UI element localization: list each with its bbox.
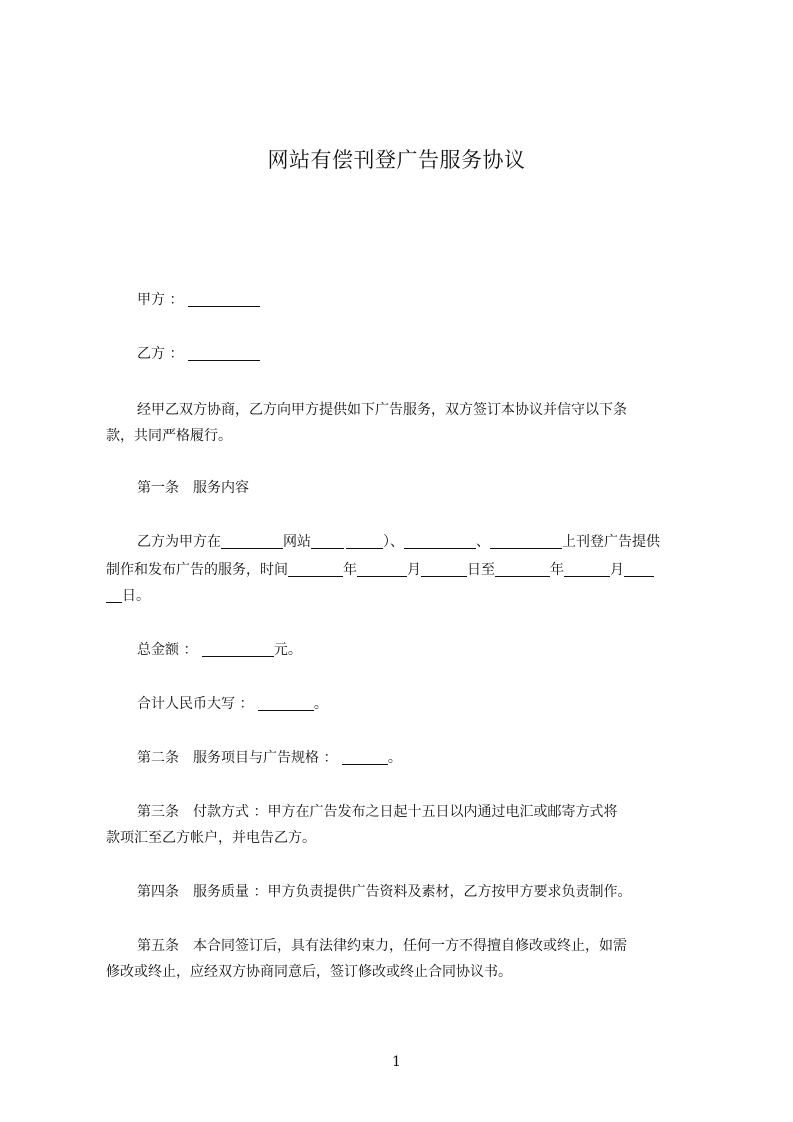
- page-number: 1: [392, 1054, 401, 1070]
- article-5-line-1: 第五条 本合同签订后，具有法律约束力，任何一方不得擅自修改或终止，如需: [137, 938, 627, 954]
- blank-field: [495, 561, 550, 577]
- article-2-blank: [342, 749, 388, 765]
- text-fragment: 日至: [467, 562, 495, 578]
- text-fragment: ）、: [383, 534, 404, 550]
- party-b-label: 乙方 ：: [137, 346, 184, 362]
- article-3-line-2: 款项汇至乙方帐户，并电告乙方。: [106, 830, 316, 846]
- party-a-line: [137, 286, 737, 314]
- article-5-line-2: 修改或终止，应经双方协商同意后，签订修改或终止合同协议书。: [106, 964, 512, 980]
- article-1-line-1: [137, 528, 737, 556]
- blank-field: [490, 533, 562, 549]
- blank-field: [624, 561, 654, 577]
- party-b-line: [137, 340, 737, 368]
- article-3-line-1: 第三条 付款方式 ：甲方在广告发布之日起十五日以内通过电汇或邮寄方式将: [137, 804, 618, 820]
- text-fragment: 、: [476, 534, 490, 550]
- text-fragment: 元。: [273, 642, 302, 658]
- preamble-line-1: 经甲乙双方协商，乙方向甲方提供如下广告服务，双方签订本协议并信守以下条: [137, 402, 627, 418]
- blank-field: [404, 533, 476, 549]
- party-b-blank: [188, 345, 260, 361]
- total-amount-label: 总金额 ：: [137, 642, 198, 658]
- text-fragment: 网站: [283, 534, 311, 550]
- article-1-line-2: [106, 556, 706, 584]
- article-2-label: 第二条 服务项目与广告规格 ：: [137, 750, 338, 766]
- article-1-line-3: [106, 582, 706, 610]
- blank-field: [106, 587, 122, 603]
- text-fragment: 制作和发布广告的服务，时间: [106, 562, 288, 578]
- text-fragment: 年: [550, 562, 564, 578]
- article-1-heading: 第一条 服务内容: [137, 480, 249, 496]
- text-fragment: 日。: [122, 588, 150, 604]
- party-a-label: 甲方 ：: [137, 292, 184, 308]
- blank-field: [311, 533, 344, 549]
- text-fragment: 上刊登广告提供: [562, 534, 660, 550]
- total-amount-blank: [202, 641, 274, 657]
- text-fragment: 。: [387, 750, 402, 766]
- preamble-line-2: 款，共同严格履行。: [106, 428, 232, 444]
- rmb-amount-label: 合计人民币大写 ：: [137, 696, 254, 712]
- blank-field: [221, 533, 283, 549]
- article-4-line-1: 第四条 服务质量 ：甲方负责提供广告资料及素材，乙方按甲方要求负责制作。: [137, 884, 632, 900]
- text-fragment: 月: [610, 562, 624, 578]
- party-a-blank: [188, 291, 260, 307]
- text-fragment: 乙方为甲方在: [137, 534, 221, 550]
- blank-field: [357, 561, 407, 577]
- blank-field: [288, 561, 343, 577]
- blank-field: [421, 561, 467, 577]
- blank-field: [346, 533, 383, 549]
- document-title: 网站有偿刊登广告服务协议: [267, 148, 526, 172]
- rmb-amount-line: [137, 690, 737, 718]
- text-fragment: 年: [343, 562, 357, 578]
- total-amount-line: [137, 636, 737, 664]
- article-2-line: [137, 744, 737, 772]
- blank-field: [564, 561, 610, 577]
- rmb-amount-blank: [258, 695, 314, 711]
- text-fragment: 月: [407, 562, 421, 578]
- text-fragment: 。: [313, 696, 328, 712]
